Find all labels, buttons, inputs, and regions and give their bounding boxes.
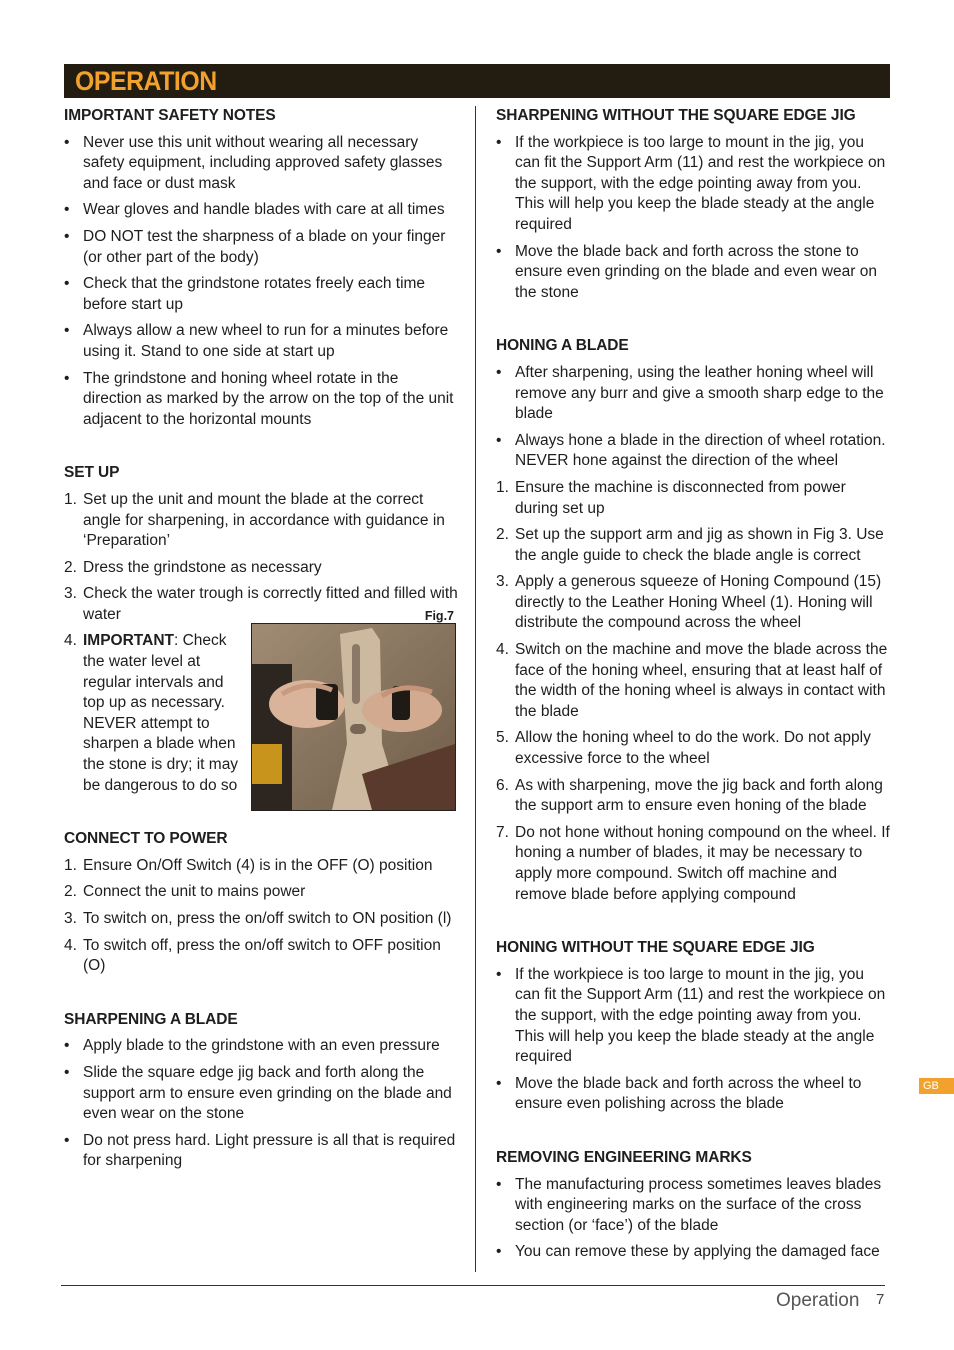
bullet: •: [64, 369, 70, 387]
honing-bullets: [496, 363, 892, 472]
list-item-text: Do not hone without honing compound on the wheel. If honing a number of blades, it may be necessary to apply more compound. Switch off machine and remove blade before applying compound: [515, 823, 890, 903]
list-item-text: Ensure On/Off Switch (4) is in the OFF (O) position: [83, 856, 433, 874]
list-item: [496, 965, 892, 1068]
column-divider: [475, 106, 476, 1272]
list-item: [64, 558, 458, 579]
safety-section: [64, 106, 458, 430]
list-item-text: The manufacturing process sometimes leaves blades with engineering marks on the surface of the cross section (or ‘face’) of the blade: [515, 1175, 882, 1234]
list-item: [496, 1242, 892, 1263]
item-number: 2.: [496, 526, 509, 544]
list-item: [496, 1175, 892, 1237]
figure-label: Fig.7: [424, 609, 454, 624]
item-number: 1.: [496, 478, 509, 496]
footer-section-label: Operation: [776, 1290, 860, 1311]
bullet: •: [64, 1131, 70, 1149]
list-item: [496, 133, 892, 236]
list-item: [64, 882, 458, 903]
honing-nojig-section: [496, 938, 892, 1115]
page-number: 7: [876, 1291, 885, 1308]
list-item-text: Set up the unit and mount the blade at the correct angle for sharpening, in accordance with guidance in ‘Preparation’: [83, 490, 445, 550]
honing-nojig-list: [496, 965, 892, 1115]
item-number: 1.: [64, 856, 77, 874]
list-item-text: Check the water trough is correctly fitted and filled with water: [83, 585, 458, 623]
list-item: [496, 478, 892, 519]
list-item-text: If the workpiece is too large to mount in the jig, you can fit the Support Arm (11) and rest the workpiece on the support, with the edge pointing away from you. This will help you keep the blade steady at the angle required: [515, 133, 886, 233]
setup-list: [64, 490, 458, 626]
bullet: •: [496, 133, 502, 151]
honing-section: [496, 336, 892, 905]
list-item: [64, 1036, 458, 1057]
list-item: [64, 1131, 458, 1172]
item-number: 3.: [64, 585, 77, 603]
list-item-text: Always allow a new wheel to run for a minutes before using it. Stand to one side at start up: [83, 322, 449, 360]
list-item-text: After sharpening, using the leather honing wheel will remove any burr and give a smooth sharp edge to the blade: [515, 363, 884, 423]
list-item: [64, 227, 458, 268]
item-number: 4.: [496, 641, 509, 659]
list-item: [64, 490, 458, 552]
bullet: •: [64, 1063, 70, 1081]
bullet: •: [64, 227, 70, 245]
marks-list: [496, 1175, 892, 1263]
list-item-text: Dress the grindstone as necessary: [83, 558, 322, 576]
item-number: 1.: [64, 490, 77, 508]
honing-jig-photo: [252, 624, 455, 810]
honing-heading: HONING A BLADE: [496, 337, 629, 355]
list-item: [64, 584, 458, 625]
list-item: [496, 728, 892, 769]
list-item: [64, 909, 458, 930]
bullet: •: [496, 1074, 502, 1092]
list-item: [64, 631, 243, 796]
list-item-text: To switch off, press the on/off switch to OFF position (O): [83, 936, 441, 975]
item-number: 4.: [64, 936, 77, 954]
bullet: •: [64, 201, 70, 219]
list-item: [496, 776, 892, 817]
bullet: •: [496, 242, 502, 260]
marks-heading: REMOVING ENGINEERING MARKS: [496, 1148, 752, 1166]
list-item-text: Set up the support arm and jig as shown in Fig 3. Use the angle guide to check the blade angle is correct: [515, 526, 884, 564]
footer-divider: [61, 1285, 885, 1286]
list-item-text: Do not press hard. Light pressure is all that is required for sharpening: [83, 1131, 456, 1170]
list-item-text: To switch on, press the on/off switch to ON position (l): [83, 910, 452, 927]
list-item: [496, 640, 892, 722]
list-item-text: Always hone a blade in the direction of wheel rotation. NEVER hone against the direction of the wheel: [515, 431, 886, 470]
language-tab: GB: [919, 1078, 954, 1094]
item-number: 6.: [496, 776, 509, 794]
list-item: [496, 1074, 892, 1115]
list-item-text: Switch on the machine and move the blade across the face of the honing wheel, ensuring that at least half of the width of the honing wheel is always in contact with the blade: [515, 641, 888, 720]
bullet: •: [64, 133, 70, 151]
figure-photo: [251, 623, 456, 811]
right-column: [496, 106, 892, 1269]
bullet: •: [496, 363, 502, 381]
bullet: •: [64, 275, 70, 293]
important-text: : Check the water level at regular intervals and top up as necessary. NEVER attempt to sharpen a blade when the stone is dry; it may be dangerous to do so: [83, 632, 239, 794]
list-item: [64, 856, 458, 877]
bullet: •: [496, 1243, 502, 1261]
list-item-text: Ensure the machine is disconnected from power during set up: [515, 478, 846, 517]
setup-figure-row: [64, 609, 458, 796]
list-item-text: Apply a generous squeeze of Honing Compound (15) directly to the Leather Honing Wheel (1). Honing will distribute the compound across the wheel: [515, 573, 882, 632]
important-label: IMPORTANT: [83, 632, 174, 650]
bullet: •: [64, 322, 70, 340]
honing-steps: [496, 478, 892, 905]
list-item: [496, 572, 892, 634]
list-item-text: Allow the honing wheel to do the work. Do not apply excessive force to the wheel: [515, 729, 871, 768]
sharpening-nojig-heading: SHARPENING WITHOUT THE SQUARE EDGE JIG: [496, 107, 856, 124]
marks-section: [496, 1148, 892, 1263]
safety-list: [64, 133, 458, 431]
setup-section: [64, 463, 458, 796]
sharpening-nojig-list: [496, 133, 892, 304]
list-item-text: You can remove these by applying the damaged face: [515, 1243, 880, 1261]
honing-nojig-heading: HONING WITHOUT THE SQUARE EDGE JIG: [496, 939, 815, 957]
item-number: 5.: [496, 729, 509, 747]
bullet: •: [496, 1175, 502, 1193]
list-item-text: Connect the unit to mains power: [83, 883, 306, 901]
list-item: [64, 274, 458, 315]
power-list: [64, 856, 458, 977]
list-item: [496, 242, 892, 304]
list-item: [64, 369, 458, 431]
setup-heading: SET UP: [64, 464, 120, 482]
list-item: [64, 133, 458, 195]
list-item-text: DO NOT test the sharpness of a blade on your finger (or other part of the body): [83, 227, 446, 266]
sharpening-nojig-section: [496, 106, 892, 303]
list-item: [496, 823, 892, 905]
safety-heading: IMPORTANT SAFETY NOTES: [64, 107, 276, 124]
list-item: [64, 936, 458, 977]
bullet: •: [496, 965, 502, 983]
list-item-text: Slide the square edge jig back and forth along the support arm to ensure even grinding on the blade and even wear on the stone: [83, 1063, 452, 1123]
list-item-text: Move the blade back and forth across the wheel to ensure even polishing across the blade: [515, 1074, 862, 1113]
item-number: 2.: [64, 883, 77, 901]
sharpening-list: [64, 1036, 458, 1172]
list-item: [64, 321, 458, 362]
page-title: OPERATION: [75, 66, 217, 96]
item-number: 3.: [64, 910, 77, 927]
item-number: 7.: [496, 823, 509, 841]
list-item-text: Apply blade to the grindstone with an even pressure: [83, 1037, 440, 1055]
list-item-text: If the workpiece is too large to mount in the jig, you can fit the Support Arm (11) and rest the workpiece on the support, with the edge pointing away from you. This will help you keep the blade steady at the angle required: [515, 965, 886, 1066]
list-item: [496, 431, 892, 472]
left-column: [64, 106, 458, 1178]
list-item: [496, 363, 892, 425]
list-item-text: Move the blade back and forth across the stone to ensure even grinding on the blade and even wear on the stone: [515, 242, 877, 301]
sharpening-section: [64, 1010, 458, 1172]
list-item: [64, 200, 458, 221]
list-item: [496, 525, 892, 566]
list-item-text: [83, 631, 243, 796]
list-item-text: Never use this unit without wearing all necessary safety equipment, including approved safety glasses and face or dust mask: [83, 133, 443, 192]
item-number: 3.: [496, 573, 509, 591]
bullet: •: [64, 1037, 70, 1055]
list-item-text: Check that the grindstone rotates freely each time before start up: [83, 275, 426, 313]
power-heading: CONNECT TO POWER: [64, 830, 228, 848]
title-bar: [64, 64, 890, 98]
list-item-text: The grindstone and honing wheel rotate in the direction as marked by the arrow on the top of the unit adjacent to the horizontal mounts: [83, 369, 454, 428]
list-item-text: As with sharpening, move the jig back and forth along the support arm to ensure even honing of the blade: [515, 776, 883, 815]
list-item-text: Wear gloves and handle blades with care at all times: [83, 201, 445, 219]
list-item: [64, 1063, 458, 1125]
bullet: •: [496, 431, 502, 449]
item-number: 4.: [64, 632, 77, 650]
sharpening-heading: SHARPENING A BLADE: [64, 1010, 238, 1028]
item-number: 2.: [64, 558, 77, 576]
power-section: [64, 829, 458, 977]
